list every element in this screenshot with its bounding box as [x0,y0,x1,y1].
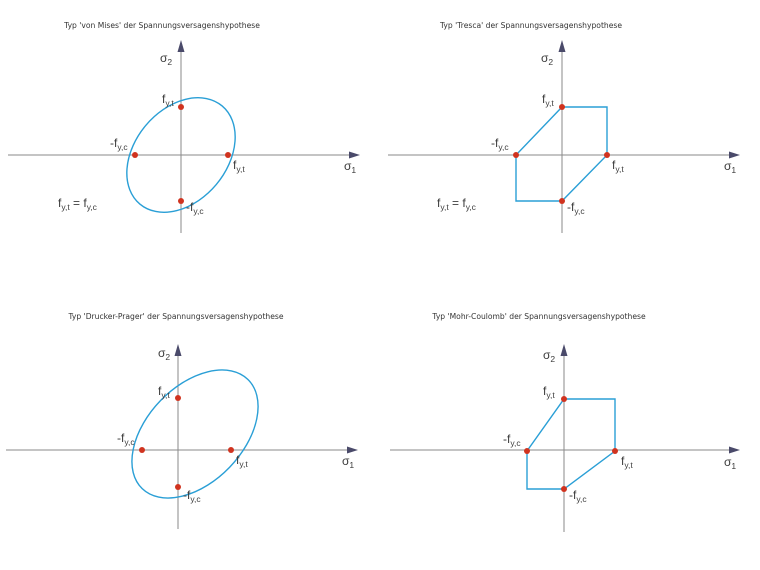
label-fyt-top: $f_{y,t}$ [162,92,174,108]
panel-title: Typ 'von Mises' der Spannungsversagenshypothese [64,21,260,30]
panel-von-mises [8,21,360,234]
sigma1-arrowhead [347,447,358,454]
point-fyt-right [612,448,618,454]
label-fyc-bottom: $-f_{y,c}$ [569,488,587,504]
label-fyc-bottom: $-f_{y,c}$ [567,200,585,216]
sigma2-arrowhead [175,344,182,356]
sigma1-label: $\sigma_1$ [342,454,355,470]
sigma1-arrowhead [349,152,360,159]
panel-title: Typ 'Drucker-Prager' der Spannungsversagenshypothese [68,312,284,321]
point-fyc-bottom [559,198,565,204]
label-fyt-top: $f_{y,t}$ [543,384,555,400]
point-fyt-right [225,152,231,158]
label-fyc-left: $-f_{y,c}$ [110,136,128,152]
sigma2-arrowhead [561,344,568,356]
equation-fyt-equals-fyc: $f_{y,t} = f_{y,c}$ [58,196,97,212]
sigma2-label: $\sigma_2$ [543,348,556,364]
mohr-coulomb-hexagon [527,399,615,489]
sigma2-label: $\sigma_2$ [160,51,173,67]
panel-mohr-coulomb [390,312,740,532]
point-fyt-right [228,447,234,453]
sigma1-label: $\sigma_1$ [344,159,357,175]
label-fyt-right: $f_{y,t}$ [612,158,624,174]
point-fyc-bottom [178,198,184,204]
label-fyt-right: $f_{y,t}$ [621,454,633,470]
sigma2-arrowhead [178,40,185,52]
label-fyt-right: $f_{y,t}$ [236,453,248,469]
label-fyt-right: $f_{y,t}$ [233,158,245,174]
point-fyt-right [604,152,610,158]
sigma2-arrowhead [559,40,566,52]
panel-title: Typ 'Mohr-Coulomb' der Spannungsversagenshypothese [432,312,646,321]
point-fyc-left [513,152,519,158]
sigma1-arrowhead [729,447,740,454]
point-fyt-top [561,396,567,402]
sigma2-label: $\sigma_2$ [541,51,554,67]
label-fyc-bottom: $-f_{y,c}$ [186,200,204,216]
label-fyc-bottom: $-f_{y,c}$ [183,488,201,504]
point-fyc-bottom [561,486,567,492]
label-fyt-top: $f_{y,t}$ [158,384,170,400]
point-fyt-top [178,104,184,110]
panel-title: Typ 'Tresca' der Spannungsversagenshypothese [439,21,623,30]
label-fyc-left: $-f_{y,c}$ [503,432,521,448]
sigma2-label: $\sigma_2$ [158,346,171,362]
equation-fyt-equals-fyc: $f_{y,t} = f_{y,c}$ [437,196,476,212]
point-fyt-top [559,104,565,110]
point-fyt-top [175,395,181,401]
sigma1-label: $\sigma_1$ [724,455,737,471]
sigma1-arrowhead [729,152,740,159]
point-fyc-bottom [175,484,181,490]
label-fyc-left: $-f_{y,c}$ [491,136,509,152]
label-fyt-top: $f_{y,t}$ [542,92,554,108]
point-fyc-left [524,448,530,454]
point-fyc-left [132,152,138,158]
sigma1-label: $\sigma_1$ [724,159,737,175]
point-fyc-left [139,447,145,453]
panel-drucker-prager [6,312,358,529]
panel-tresca [388,21,740,233]
label-fyc-left: $-f_{y,c}$ [117,431,135,447]
